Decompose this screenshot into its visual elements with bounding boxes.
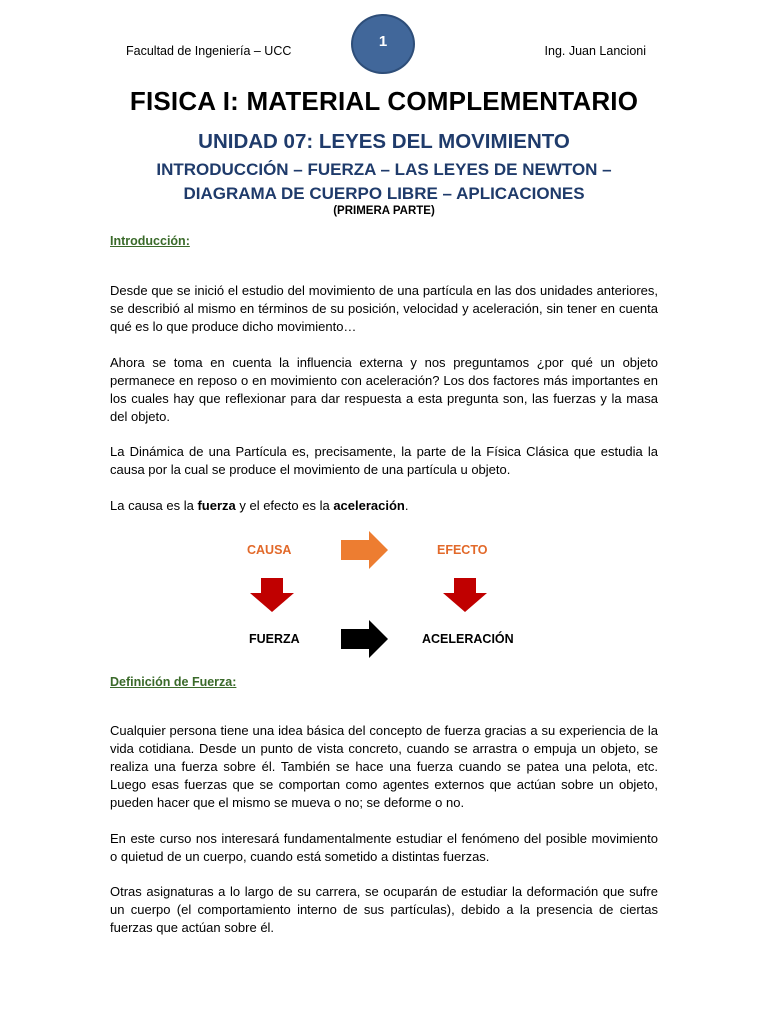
definition-paragraph-2: En este curso nos interesará fundamentalmente estudiar el fenómeno del posible movimiento o quietud de un cuerpo, cuando está sometido a distintas fuerzas. <box>110 831 658 864</box>
header-faculty: Facultad de Ingeniería – UCC <box>126 44 292 58</box>
unit-title: UNIDAD 07: LEYES DEL MOVIMIENTO <box>198 130 570 153</box>
intro-p4-fuerza: fuerza <box>197 498 236 513</box>
orange-right-arrow-icon <box>341 531 389 569</box>
subtitle-line-1: INTRODUCCIÓN – FUERZA – LAS LEYES DE NEWTON – <box>156 160 612 179</box>
definition-paragraph-3: Otras asignaturas a lo largo de su carrera, se ocuparán de estudiar la deformación que sufre un cuerpo (el comportamiento interno de sus partículas), debido a la presencia de ciertas fuerzas que actúan sobre él. <box>110 884 658 935</box>
part-label: (PRIMERA PARTE) <box>333 205 435 217</box>
header-author: Ing. Juan Lancioni <box>544 44 646 58</box>
diagram-efecto-label: EFECTO <box>437 543 488 557</box>
diagram-fuerza-label: FUERZA <box>249 632 300 646</box>
intro-paragraph-3: La Dinámica de una Partícula es, precisamente, la parte de la Física Clásica que estudia la causa por la cual se produce el movimiento de una partícula u objeto. <box>110 444 658 477</box>
intro-heading: Introducción: <box>110 234 190 248</box>
black-right-arrow-icon <box>341 620 389 658</box>
unit-subtitle <box>0 158 768 206</box>
definition-heading: Definición de Fuerza: <box>110 675 237 689</box>
diagram-causa-label: CAUSA <box>247 543 292 557</box>
page-number-badge: 1 <box>351 14 415 74</box>
intro-p4-c: y el efecto es la <box>235 498 334 513</box>
intro-paragraph-1: Desde que se inició el estudio del movimiento de una partícula en las dos unidades anteriores, se describió al mismo en términos de su posición, velocidad y aceleración, sin tener en cuenta qué es lo que produce dicho movimiento… <box>110 283 658 334</box>
definition-paragraph-1: Cualquier persona tiene una idea básica del concepto de fuerza gracias a su experiencia de la vida cotidiana. Desde un punto de vista concreto, cuando se arrastra o empuja un objeto, se realiza una fuerza sobre él. También se hace una fuerza cuando se patea una pelota, etc. Luego esas fuerzas que se comportan como agentes externos que actúan sobre un objeto, pueden hacer que el mismo se mueva o no; se deforme o no. <box>110 723 658 810</box>
intro-paragraph-2: Ahora se toma en cuenta la influencia externa y nos preguntamos ¿por qué un objeto permanece en reposo o en movimiento con aceleración? Los dos factores más importantes en los cuales hay que reflexionar para dar respuesta a esta pregunta son, las fuerzas y la masa del objeto. <box>110 355 658 424</box>
intro-paragraph-4 <box>110 497 658 515</box>
document-title: FISICA I: MATERIAL COMPLEMENTARIO <box>129 86 639 116</box>
intro-p4-aceleracion: aceleración <box>333 498 405 513</box>
red-down-arrow-right-icon <box>443 578 487 612</box>
red-down-arrow-left-icon <box>250 578 294 612</box>
intro-p4-e: . <box>404 498 409 513</box>
subtitle-line-2: DIAGRAMA DE CUERPO LIBRE – APLICACIONES <box>183 184 585 203</box>
intro-p4-a: La causa es la <box>110 498 198 513</box>
diagram-aceleracion-label: ACELERACIÓN <box>422 632 514 646</box>
